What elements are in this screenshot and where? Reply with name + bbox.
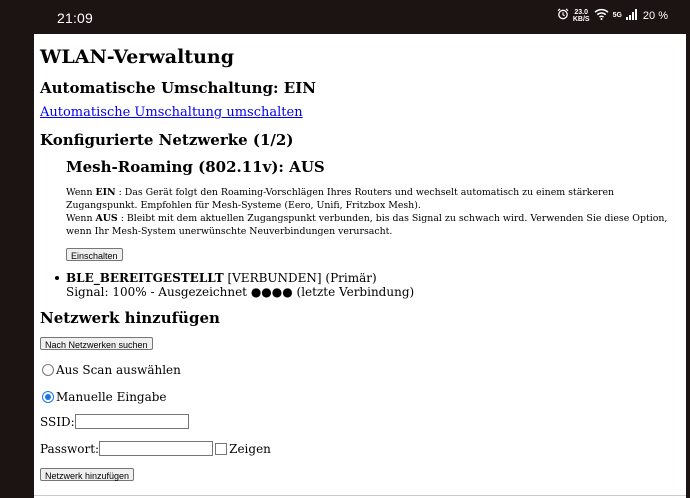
radio-scan[interactable] (42, 364, 54, 376)
status-time: 21:09 (57, 10, 94, 26)
wifi-icon (594, 8, 609, 23)
radio-manual-label: Manuelle Eingabe (56, 390, 167, 404)
radio-scan-option[interactable] (42, 363, 181, 377)
network-ssid: BLE_BEREITGESTELLT (66, 271, 224, 285)
speed-value: 23.0 (574, 8, 589, 16)
radio-manual-option[interactable] (42, 390, 167, 404)
toggle-auto-switch-link[interactable]: Automatische Umschaltung umschalten (40, 105, 303, 120)
auto-switch-heading: Automatische Umschaltung: EIN (40, 79, 316, 97)
status-bar (0, 0, 690, 34)
add-network-button[interactable]: Netzwerk hinzufügen (40, 468, 134, 481)
network-signal: Signal: 100% - Ausgezeichnet ●●●● (letzte Verbindung) (66, 285, 415, 299)
battery-level: 20 % (642, 9, 668, 22)
ssid-input[interactable] (75, 414, 189, 429)
add-network-heading: Netzwerk hinzufügen (40, 309, 220, 327)
page-content[interactable] (34, 34, 686, 498)
ssid-row (40, 414, 189, 429)
bullet-icon (55, 276, 59, 280)
mesh-when-off-prefix: Wenn (66, 213, 96, 224)
divider (34, 495, 686, 496)
radio-scan-label: Aus Scan auswählen (56, 363, 181, 377)
password-label: Passwort: (40, 441, 100, 456)
mesh-roaming-heading: Mesh-Roaming (802.11v): AUS (66, 158, 325, 176)
mesh-when-on-prefix: Wenn (66, 187, 96, 198)
network-type: 5G (612, 12, 622, 19)
mesh-enable-button[interactable]: Einschalten (66, 248, 123, 261)
right-margin (686, 34, 690, 498)
show-password-checkbox[interactable] (215, 443, 227, 455)
page-title: WLAN-Verwaltung (40, 46, 234, 68)
network-status: [VERBUNDEN] (Primär) (223, 271, 377, 285)
mesh-off-text: : Bleibt mit dem aktuellen Zugangspunkt verbunden, bis das Signal zu schwach wird. Verwenden Sie diese Option, wenn Ihr Mesh-System unerwünschte Neuverbindungen verursacht. (66, 213, 668, 237)
network-speed (573, 9, 590, 23)
radio-manual[interactable] (42, 391, 54, 403)
alarm-icon (557, 8, 569, 23)
configured-networks-heading: Konfigurierte Netzwerke (1/2) (40, 131, 294, 149)
mesh-description (66, 186, 686, 238)
signal-icon (626, 9, 637, 23)
show-password-label: Zeigen (229, 441, 271, 456)
status-icons (557, 8, 668, 23)
speed-unit: KB/S (572, 15, 590, 23)
ssid-label: SSID: (40, 414, 75, 429)
network-list-item (66, 271, 414, 299)
scan-networks-button[interactable]: Nach Netzwerken suchen (40, 337, 153, 350)
mesh-on-text: : Das Gerät folgt den Roaming-Vorschlägen Ihres Routers und wechselt automatisch zu einem stärkeren Zugangspunkt. Empfohlen für Mesh-Systeme (Eero, Unifi, Fritzbox Mesh). (66, 187, 615, 211)
password-row (40, 441, 271, 456)
password-input[interactable] (99, 441, 213, 456)
left-margin (0, 34, 34, 498)
mesh-on-label: EIN (95, 187, 116, 198)
mesh-off-label: AUS (95, 213, 118, 224)
